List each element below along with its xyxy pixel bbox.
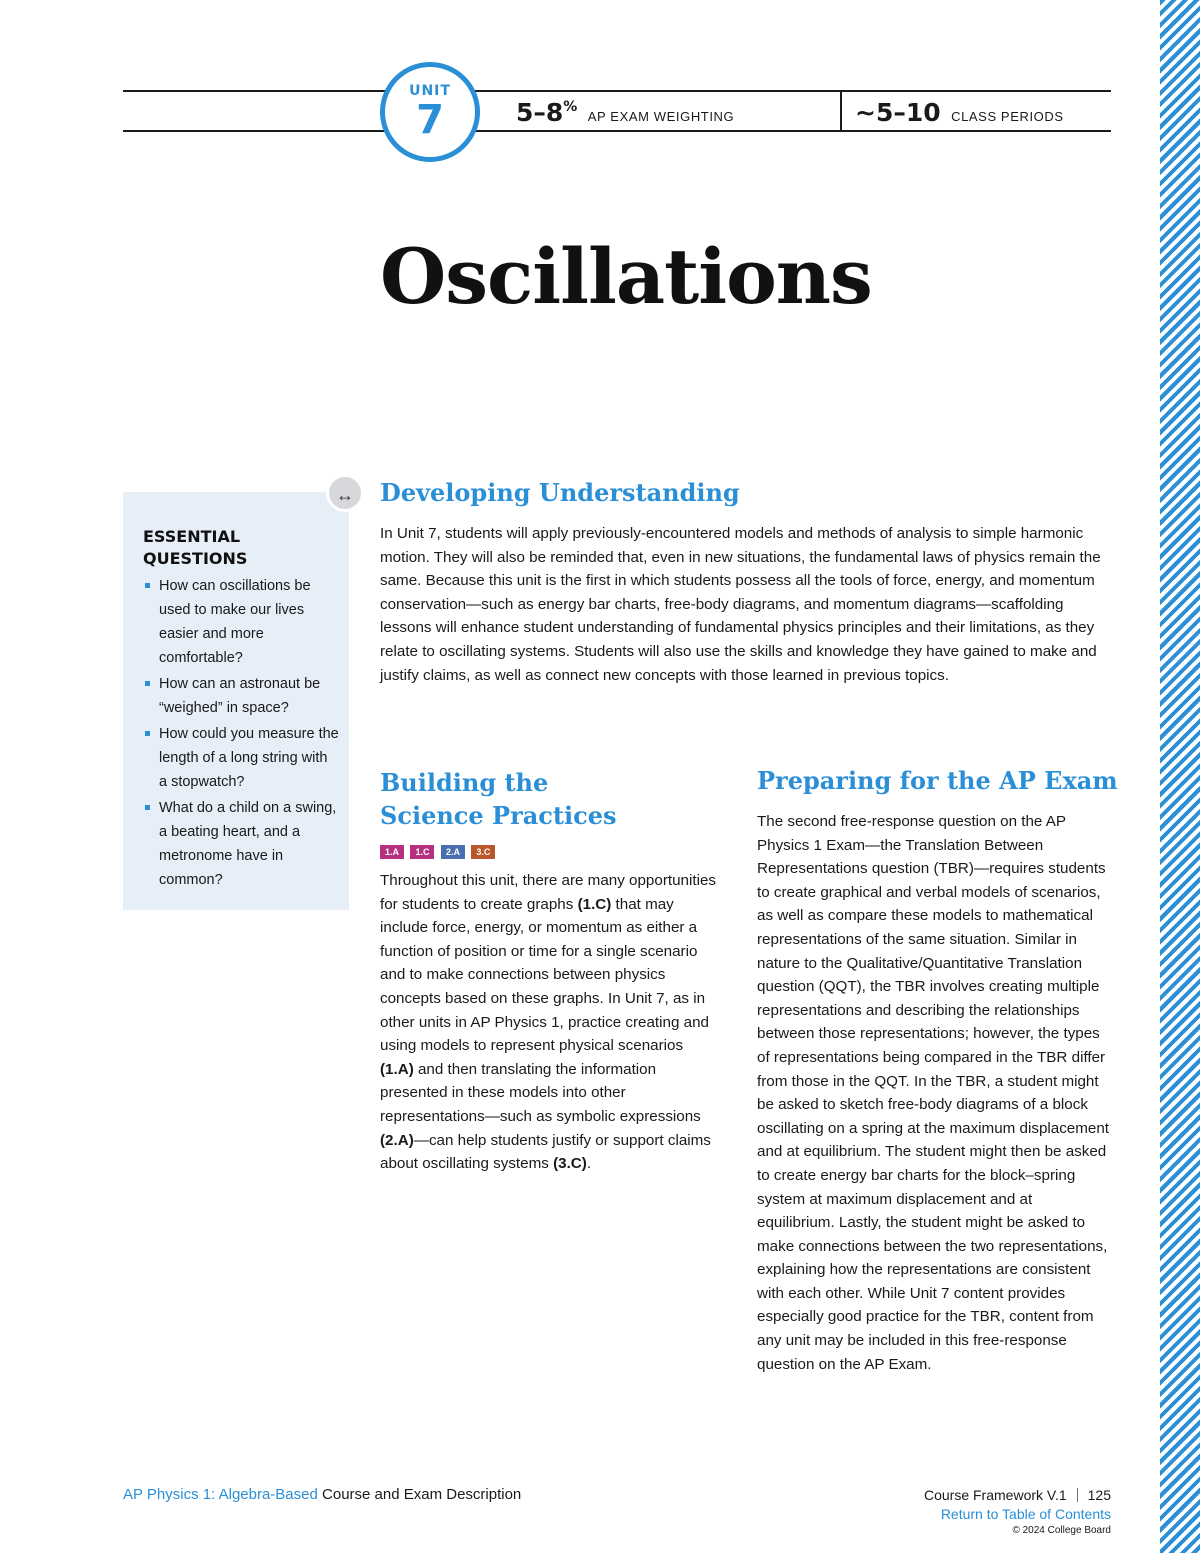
essential-questions-box — [123, 492, 349, 910]
essential-questions-list — [143, 574, 339, 894]
unit-label: UNIT — [409, 83, 451, 99]
building-text-5: . — [586, 1155, 592, 1173]
preparing-exam-body: The second free-response question on the AP Physics 1 Exam—the Translation Between Representations question (TBR)—requires students to create graphical and verbal models of scenarios, as well as compare these models to mathematical representations of the same situation. Similar in nature to the Qualitative/Quantitative Translation question (QQT), the TBR involves creating multiple representations and describing the relationships between those representations; however, the types of representations being compared in the TBR differ from those in the QQT. In the TBR, a student might be asked to sketch free-body diagrams of a block oscillating on a spring at the maximum displacement and at equilibrium. The student might then be asked to create energy bar charts for the block–spring system at maximum displacement and at equilibrium. Lastly, the student might be asked to make connections between the two representations, explaining how the representations are consistent with each other. While Unit 7 content provides especially good practice for the TBR, content from any unit may be included in this free-response question on the AP Exam. — [757, 813, 1110, 1373]
building-text-1: Throughout this unit, there are many opportunities for students to create graphs — [380, 872, 717, 913]
footer-course-suffix: Course and Exam Description — [322, 1486, 522, 1503]
footer-separator — [1077, 1488, 1078, 1502]
science-practice-tags — [380, 842, 497, 860]
page-title: Oscillations — [380, 232, 872, 321]
essential-question: What do a child on a swing, a beating heart, and a metronome have in common? — [143, 796, 339, 892]
essential-question: How can oscillations be used to make our lives easier and more comfortable? — [143, 574, 339, 670]
footer-course — [123, 1486, 521, 1503]
eq-title-line2: QUESTIONS — [143, 549, 248, 568]
developing-understanding-body: In Unit 7, students will apply previously-encountered models and methods of analysis to simple harmonic motion. They will also be reminded that, even in new situations, the fundamental laws of physics remain the same. Because this unit is the first in which students possess all the tools of force, energy, and momentum conservation—such as energy bar charts, free-body diagrams, and momentum diagrams—scaffolding lessons will enhance student understanding of fundamental physics principles and their limitations, as they relate to oscillating systems. Students will also use the skills and knowledge they have gained to make and justify claims, as well as connect new concepts with those learned in previous topics. — [380, 525, 1101, 684]
unit-badge — [380, 62, 480, 162]
periods-label: CLASS PERIODS — [951, 109, 1064, 124]
unit-number: 7 — [416, 97, 444, 143]
striped-page-edge — [1160, 0, 1200, 1553]
footer-section: Course Framework V.1 — [923, 1487, 1067, 1503]
exam-weighting — [516, 98, 734, 127]
page-number: 125 — [1087, 1487, 1111, 1503]
weighting-label: AP EXAM WEIGHTING — [587, 109, 735, 124]
header-divider — [840, 90, 842, 132]
essential-question: How can an astronaut be “weighed” in space? — [143, 672, 339, 720]
building-text-2: that may include force, energy, or momentum as either a function of position or time for a single scenario and to make connections between physics concepts based on these graphs. In Unit 7, as in other units in AP Physics 1, practice creating and using models to represent physical scenarios — [380, 895, 709, 1055]
weighting-percent-sign: % — [563, 99, 578, 115]
footer-meta — [924, 1486, 1111, 1538]
header-rule-bottom — [123, 130, 1111, 132]
practice-tag: 2.A — [441, 845, 465, 859]
building-heading-line2: Science Practices — [380, 801, 617, 830]
practice-ref-2a: (2.A) — [380, 1131, 414, 1149]
preparing-exam-heading: Preparing for the AP Exam — [757, 766, 1118, 795]
building-practices-heading — [380, 766, 616, 832]
essential-question: How could you measure the length of a long string with a stopwatch? — [143, 722, 339, 794]
practice-ref-1c: (1.C) — [577, 895, 612, 913]
periods-value: ~5–10 — [855, 98, 941, 127]
practice-tag: 1.A — [380, 845, 404, 859]
bidirectional-arrows-icon: ↔ — [326, 474, 364, 512]
building-text-4: —can help students justify or support claims about oscillating systems — [380, 1131, 711, 1173]
practice-tag: 3.C — [471, 845, 495, 859]
practice-ref-3c: (3.C) — [553, 1155, 587, 1173]
weighting-value: 5–8 — [516, 98, 564, 127]
header-rule-top — [123, 90, 1111, 92]
building-text-3: and then translating the information presented in these models into other representations—such as symbolic expressions — [380, 1060, 701, 1125]
eq-title-line1: ESSENTIAL — [143, 527, 241, 546]
copyright: © 2024 College Board — [1012, 1525, 1111, 1536]
building-practices-body — [380, 869, 720, 1176]
practice-tag: 1.C — [410, 845, 434, 859]
return-to-toc-link[interactable]: Return to Table of Contents — [940, 1506, 1111, 1522]
essential-questions-title — [143, 526, 247, 570]
class-periods — [855, 98, 1064, 127]
practice-ref-1a: (1.A) — [380, 1060, 414, 1078]
developing-understanding-heading: Developing Understanding — [380, 478, 740, 507]
footer-course-title: AP Physics 1: Algebra-Based — [123, 1486, 318, 1503]
building-heading-line1: Building the — [380, 768, 549, 797]
